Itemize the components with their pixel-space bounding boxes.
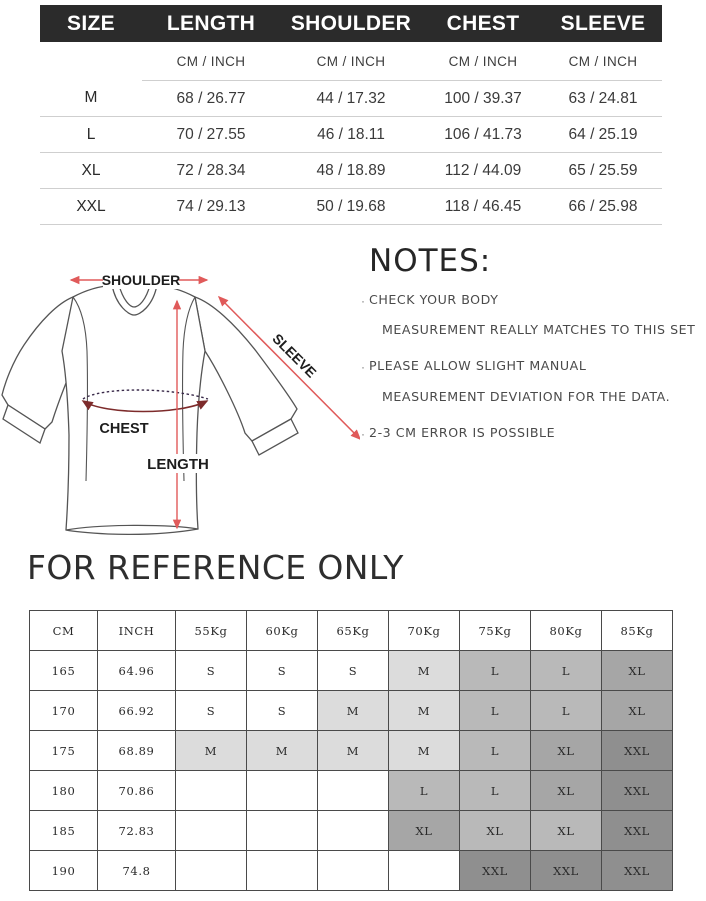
unit-cell-shoulder: CM / INCH [280, 42, 422, 81]
shoulder-label: SHOULDER [101, 272, 181, 288]
note-bullet-icon: · [361, 426, 365, 441]
note-line-primary: PLEASE ALLOW SLIGHT MANUAL [369, 358, 587, 374]
ref-header-cm: CM [30, 611, 98, 651]
note-item [361, 292, 699, 338]
ref-header-85kg: 85Kg [602, 611, 673, 651]
ref-header-60kg: 60Kg [247, 611, 318, 651]
table-row [40, 81, 662, 117]
ref-cell-size: XL [460, 811, 531, 851]
cell-shoulder: 44 / 17.32 [280, 81, 422, 117]
cell-length: 68 / 26.77 [142, 81, 280, 117]
ref-cell-size: XL [389, 811, 460, 851]
reference-table-body [30, 651, 673, 891]
reference-section-title: FOR REFERENCE ONLY [27, 548, 404, 587]
ref-cell-size: XXL [460, 851, 531, 891]
cell-shoulder: 48 / 18.89 [280, 153, 422, 189]
table-row [40, 117, 662, 153]
ref-cell-size: S [247, 651, 318, 691]
ref-cell-size [176, 851, 247, 891]
table-row [30, 811, 673, 851]
ref-header-70kg: 70Kg [389, 611, 460, 651]
ref-cell-size [247, 851, 318, 891]
ref-cell-size [176, 771, 247, 811]
ref-cell-cm: 185 [30, 811, 98, 851]
note-line-primary: 2-3 CM ERROR IS POSSIBLE [369, 424, 556, 440]
table-row [30, 731, 673, 771]
table-row [30, 651, 673, 691]
ref-cell-size: M [176, 731, 247, 771]
cell-size: M [40, 81, 142, 117]
ref-cell-size: L [460, 651, 531, 691]
ref-cell-size [389, 851, 460, 891]
table-row [30, 691, 673, 731]
ref-cell-size [318, 811, 389, 851]
cell-length: 74 / 29.13 [142, 189, 280, 225]
unit-cell-size [40, 42, 142, 81]
ref-cell-inch: 64.96 [98, 651, 176, 691]
ref-cell-inch: 68.89 [98, 731, 176, 771]
table-row [40, 189, 662, 225]
ref-cell-size: M [389, 731, 460, 771]
ref-cell-size: L [531, 691, 602, 731]
ref-cell-size: L [460, 691, 531, 731]
ref-cell-size: XL [531, 771, 602, 811]
cell-size: XXL [40, 189, 142, 225]
ref-cell-size: XXL [602, 851, 673, 891]
column-header-length: LENGTH [142, 5, 280, 42]
ref-cell-size: XL [602, 691, 673, 731]
chest-label: CHEST [99, 421, 149, 437]
cell-length: 72 / 28.34 [142, 153, 280, 189]
size-chart-table [40, 5, 662, 225]
cell-chest: 106 / 41.73 [422, 117, 544, 153]
note-item [361, 424, 699, 441]
ref-header-55kg: 55Kg [176, 611, 247, 651]
table-row [40, 153, 662, 189]
sleeve-label: SLEEVE [269, 330, 320, 381]
reference-header-row [30, 611, 673, 651]
size-table-element [40, 5, 662, 225]
ref-cell-size: XXL [602, 811, 673, 851]
size-table-header-row [40, 5, 662, 42]
cell-chest: 112 / 44.09 [422, 153, 544, 189]
unit-cell-chest: CM / INCH [422, 42, 544, 81]
cell-sleeve: 66 / 25.98 [544, 189, 662, 225]
cell-length: 70 / 27.55 [142, 117, 280, 153]
ref-cell-cm: 175 [30, 731, 98, 771]
cell-sleeve: 65 / 25.59 [544, 153, 662, 189]
ref-cell-inch: 70.86 [98, 771, 176, 811]
unit-cell-length: CM / INCH [142, 42, 280, 81]
ref-cell-cm: 180 [30, 771, 98, 811]
ref-cell-size: M [318, 731, 389, 771]
unit-row [40, 42, 662, 81]
ref-header-65kg: 65Kg [318, 611, 389, 651]
note-line-primary: CHECK YOUR BODY [369, 292, 499, 307]
ref-cell-size [247, 811, 318, 851]
note-item [361, 358, 699, 404]
ref-cell-size: L [460, 771, 531, 811]
cell-size: XL [40, 153, 142, 189]
cell-chest: 118 / 46.45 [422, 189, 544, 225]
note-line-secondary: MEASUREMENT DEVIATION FOR THE DATA. [382, 388, 671, 404]
unit-cell-sleeve: CM / INCH [544, 42, 662, 81]
notes-section [361, 243, 699, 462]
reference-table-header [30, 611, 673, 651]
ref-cell-size: L [460, 731, 531, 771]
shirt-diagram-svg [0, 243, 360, 543]
size-table-body [40, 42, 662, 225]
table-row [30, 771, 673, 811]
note-bullet-icon: · [361, 294, 365, 308]
ref-cell-size: XL [531, 811, 602, 851]
ref-cell-size: XXL [602, 771, 673, 811]
table-row [30, 851, 673, 891]
cell-size: L [40, 117, 142, 153]
cell-chest: 100 / 39.37 [422, 81, 544, 117]
cell-shoulder: 46 / 18.11 [280, 117, 422, 153]
cell-sleeve: 63 / 24.81 [544, 81, 662, 117]
ref-cell-cm: 165 [30, 651, 98, 691]
length-label: LENGTH [147, 456, 209, 473]
ref-cell-size: S [176, 651, 247, 691]
reference-size-table [29, 610, 671, 891]
ref-cell-size: XL [531, 731, 602, 771]
shirt-outline [2, 285, 298, 534]
ref-cell-size: M [247, 731, 318, 771]
reference-table-element [29, 610, 673, 891]
ref-cell-size: XXL [531, 851, 602, 891]
ref-cell-inch: 66.92 [98, 691, 176, 731]
ref-cell-size: M [389, 691, 460, 731]
shirt-measurement-diagram [0, 243, 360, 543]
ref-cell-size: L [531, 651, 602, 691]
note-line-secondary: MEASUREMENT REALLY MATCHES TO THIS SET [382, 322, 696, 338]
ref-header-75kg: 75Kg [460, 611, 531, 651]
column-header-size: SIZE [40, 5, 142, 42]
note-bullet-icon: · [361, 360, 365, 375]
ref-cell-inch: 74.8 [98, 851, 176, 891]
cell-shoulder: 50 / 19.68 [280, 189, 422, 225]
ref-cell-size: S [247, 691, 318, 731]
column-header-chest: CHEST [422, 5, 544, 42]
ref-cell-size: M [389, 651, 460, 691]
ref-cell-size [176, 811, 247, 851]
ref-header-inch: INCH [98, 611, 176, 651]
column-header-sleeve: SLEEVE [544, 5, 662, 42]
ref-cell-cm: 190 [30, 851, 98, 891]
ref-cell-size [318, 851, 389, 891]
ref-header-80kg: 80Kg [531, 611, 602, 651]
cell-sleeve: 64 / 25.19 [544, 117, 662, 153]
ref-cell-size: XL [602, 651, 673, 691]
ref-cell-size [247, 771, 318, 811]
column-header-shoulder: SHOULDER [280, 5, 422, 42]
ref-cell-size: S [318, 651, 389, 691]
ref-cell-size: L [389, 771, 460, 811]
ref-cell-size: S [176, 691, 247, 731]
ref-cell-inch: 72.83 [98, 811, 176, 851]
notes-title: NOTES: [369, 243, 492, 279]
ref-cell-size: M [318, 691, 389, 731]
ref-cell-size [318, 771, 389, 811]
size-table-header [40, 5, 662, 42]
ref-cell-size: XXL [602, 731, 673, 771]
ref-cell-cm: 170 [30, 691, 98, 731]
